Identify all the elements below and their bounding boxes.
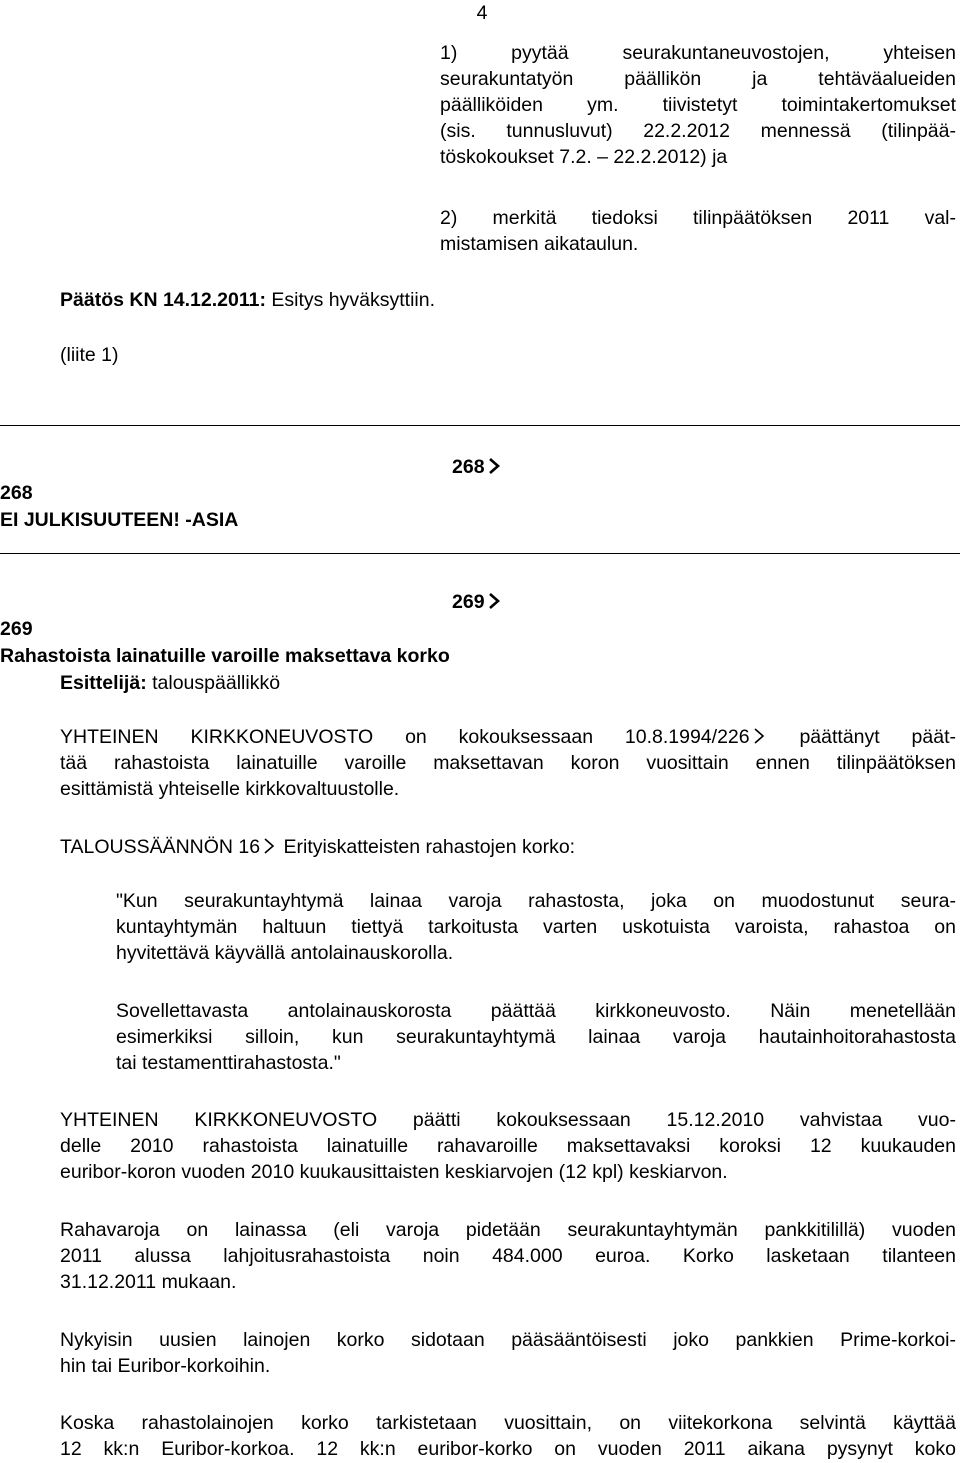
rule-heading: TALOUSSÄÄNNÖN 16 Erityiskatteisten rahastojen korko:	[60, 836, 576, 858]
section-268-title: EI JULKISUUTEEN! -ASIA	[0, 509, 239, 531]
section-divider	[0, 553, 960, 554]
presenter-name: talouspäällikkö	[146, 672, 281, 694]
text-line: esimerkiksi silloin, kun seurakuntayhtymä lainaa varoja hautainhoitorahastosta	[116, 1026, 956, 1048]
text-line: Nykyisin uusien lainojen korko sidotaan pääsääntöisesti joko pankkien Prime-korkoi-	[60, 1329, 956, 1351]
text-line: mistamisen aikataulun.	[440, 233, 639, 255]
presenter-line	[60, 670, 280, 696]
quote-paragraph-1	[116, 888, 956, 966]
text-line: hin tai Euribor-korkoihin.	[60, 1355, 271, 1377]
section-number: 268	[452, 456, 485, 478]
section-269-header	[452, 589, 503, 615]
section-sign-icon	[487, 591, 501, 611]
paragraph-4	[60, 1327, 956, 1379]
text-line: 12 kk:n Euribor-korkoa. 12 kk:n euribor-korko on vuoden 2011 aikana pysynyt koko	[60, 1438, 956, 1460]
text-line: tai testamenttirahastosta."	[116, 1052, 341, 1074]
section-sign-icon	[752, 726, 766, 746]
text-line: "Kun seurakuntayhtymä lainaa varoja rahastosta, joka on muodostunut seura-	[116, 890, 956, 912]
proposal-item-2	[440, 205, 956, 257]
section-number: 269	[452, 591, 485, 613]
section-sign-icon	[487, 456, 501, 476]
decision-line	[60, 287, 435, 313]
text-line: 2011 alussa lahjoitusrahastoista noin 484.000 euroa. Korko lasketaan tilanteen	[60, 1245, 956, 1267]
text-line: Sovellettavasta antolainauskorosta päättää kirkkoneuvosto. Näin menetellään	[116, 1000, 956, 1022]
text-line: 1) pyytää seurakuntaneuvostojen, yhteisen	[440, 42, 956, 64]
decision-text: Esitys hyväksyttiin.	[265, 289, 436, 311]
text-line: hyvitettävä käyvällä antolainauskorolla.	[116, 942, 454, 964]
section-269-number: 269	[0, 618, 33, 640]
decision-label: Päätös KN 14.12.2011:	[60, 289, 266, 311]
text-line: seurakuntatyön päällikön ja tehtäväalueiden	[440, 68, 956, 90]
quote-paragraph-2	[116, 998, 956, 1076]
paragraph-1	[60, 724, 956, 802]
text-line: delle 2010 rahastoista lainatuille rahavaroille maksettavaksi koroksi 12 kuukauden	[60, 1135, 956, 1157]
text-line: 2) merkitä tiedoksi tilinpäätöksen 2011 val-	[440, 207, 956, 229]
attachment-ref: (liite 1)	[60, 344, 119, 366]
text-line: päälliköiden ym. tiivistetyt toimintakertomukset	[440, 94, 956, 116]
text-line: (sis. tunnusluvut) 22.2.2012 mennessä (tilinpää-	[440, 120, 956, 142]
text-line: YHTEINEN KIRKKONEUVOSTO on kokouksessaan 10.8.1994/226 päättänyt päät-	[60, 726, 956, 748]
text-line: tää rahastoista lainatuille varoille maksettavan koron vuosittain ennen tilinpäätöksen	[60, 752, 956, 774]
section-268-header	[452, 454, 503, 480]
text-line: 31.12.2011 mukaan.	[60, 1271, 237, 1293]
section-269-title: Rahastoista lainatuille varoille maksettava korko	[0, 645, 450, 667]
proposal-item-1	[440, 40, 956, 170]
text-line: Rahavaroja on lainassa (eli varoja pidetään seurakuntayhtymän pankkitilillä) vuoden	[60, 1219, 956, 1241]
text-line: Koska rahastolainojen korko tarkistetaan vuosittain, on viitekorkona selvintä käyttää	[60, 1412, 956, 1434]
text-line: töskokoukset 7.2. – 22.2.2012) ja	[440, 146, 728, 168]
paragraph-3	[60, 1217, 956, 1295]
paragraph-5	[60, 1410, 956, 1462]
section-268-number: 268	[0, 482, 33, 504]
page-number: 4	[476, 2, 488, 24]
section-sign-icon	[262, 836, 276, 856]
text-line: YHTEINEN KIRKKONEUVOSTO päätti kokouksessaan 15.12.2010 vahvistaa vuo-	[60, 1109, 956, 1131]
text-line: esittämistä yhteiselle kirkkovaltuustolle.	[60, 778, 400, 800]
text-line: kuntayhtymän haltuun tiettyä tarkoitusta varten uskotuista varoista, rahastoa on	[116, 916, 956, 938]
presenter-label: Esittelijä:	[60, 672, 147, 694]
section-divider	[0, 425, 960, 426]
text-line: euribor-koron vuoden 2010 kuukausittaisten keskiarvojen (12 kpl) keskiarvon.	[60, 1161, 728, 1183]
paragraph-2	[60, 1107, 956, 1185]
